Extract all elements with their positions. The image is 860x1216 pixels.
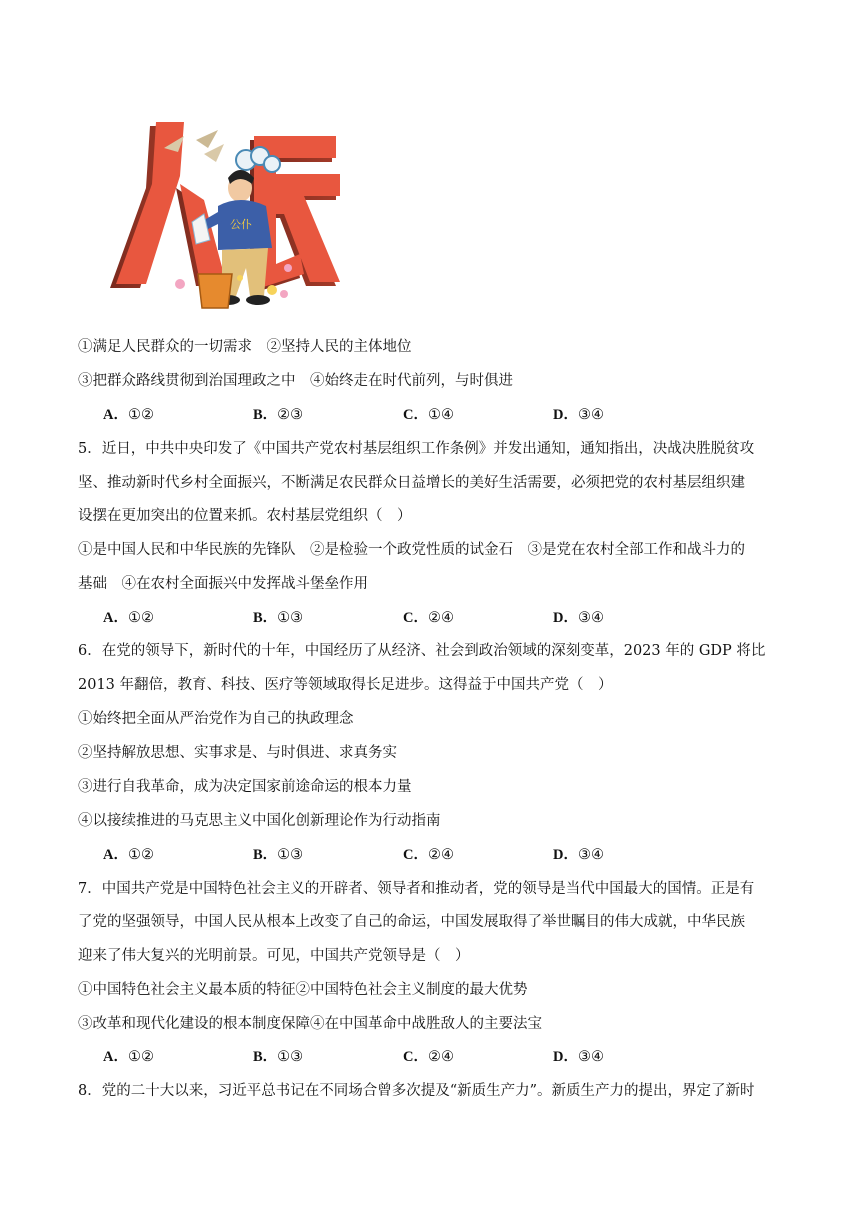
q6-statement-line: ③进行自我革命，成为决定国家前途命运的根本力量 [78, 779, 412, 795]
q5-statement-line: ①是中国人民和中华民族的先锋队 ②是检验一个政党性质的试金石 ③是党在农村全部工作和战斗力的 [78, 542, 745, 558]
option-d[interactable]: D．③④ [553, 1049, 604, 1065]
shirt-text: 公仆 [230, 218, 252, 231]
q6-options [103, 845, 783, 865]
q7-text-line: 7．中国共产党是中国特色社会主义的开辟者、领导者和推动者，党的领导是当代中国最大的国情。正是有 [78, 881, 755, 897]
q7-statement-line: ①中国特色社会主义最本质的特征②中国特色社会主义制度的最大优势 [78, 982, 528, 998]
option-a[interactable]: A．①② [103, 407, 154, 423]
people-illustration [100, 118, 350, 318]
q7-text-line: 了党的坚强领导，中国人民从根本上改变了自己的命运，中国发展取得了举世瞩目的伟大成就，中华民族 [78, 914, 745, 930]
q5-text-line: 5．近日，中共中央印发了《中国共产党农村基层组织工作条例》并发出通知，通知指出，决战决胜脱贫攻 [78, 441, 755, 457]
q5-text-line: 坚、推动新时代乡村全面振兴，不断满足农民群众日益增长的美好生活需要，必须把党的农村基层组织建 [78, 475, 745, 491]
q6-text-line: 6．在党的领导下，新时代的十年，中国经历了从经济、社会到政治领域的深刻变革，2023 年的 GDP 将比 [78, 643, 766, 659]
option-b[interactable]: B．①③ [253, 1049, 304, 1065]
q6-statement-line: ②坚持解放思想、实事求是、与时俱进、求真务实 [78, 745, 397, 761]
option-b[interactable]: B．②③ [253, 407, 304, 423]
option-c[interactable]: C．②④ [403, 1049, 454, 1065]
option-c[interactable]: C．②④ [403, 610, 454, 626]
q7-text-line: 迎来了伟大复兴的光明前景。可见，中国共产党领导是（ ） [78, 948, 470, 964]
q6-text-line: 2013 年翻倍，教育、科技、医疗等领域取得长足进步。这得益于中国共产党（ ） [78, 677, 613, 693]
q6-statement-line: ④以接续推进的马克思主义中国化创新理论作为行动指南 [78, 813, 441, 829]
q5-options [103, 608, 783, 628]
option-d[interactable]: D．③④ [553, 407, 604, 423]
option-c[interactable]: C．①④ [403, 407, 454, 423]
option-a[interactable]: A．①② [103, 847, 154, 863]
option-a[interactable]: A．①② [103, 610, 154, 626]
option-d[interactable]: D．③④ [553, 847, 604, 863]
q4-statement-line: ①满足人民群众的一切需求 ②坚持人民的主体地位 [78, 339, 412, 355]
q5-statement-line: 基础 ④在农村全面振兴中发挥战斗堡垒作用 [78, 576, 368, 592]
q4-options [103, 405, 783, 425]
option-b[interactable]: B．①③ [253, 610, 304, 626]
q5-text-line: 设摆在更加突出的位置来抓。农村基层党组织（ ） [78, 508, 412, 524]
q4-statement-line: ③把群众路线贯彻到治国理政之中 ④始终走在时代前列，与时俱进 [78, 373, 513, 389]
option-d[interactable]: D．③④ [553, 610, 604, 626]
q6-statement-line: ①始终把全面从严治党作为自己的执政理念 [78, 711, 354, 727]
q7-options [103, 1047, 783, 1067]
option-a[interactable]: A．①② [103, 1049, 154, 1065]
option-b[interactable]: B．①③ [253, 847, 304, 863]
q8-text-line: 8．党的二十大以来，习近平总书记在不同场合曾多次提及“新质生产力”。新质生产力的提出，界定了新时 [78, 1083, 755, 1099]
q7-statement-line: ③改革和现代化建设的根本制度保障④在中国革命中战胜敌人的主要法宝 [78, 1016, 542, 1032]
option-c[interactable]: C．②④ [403, 847, 454, 863]
